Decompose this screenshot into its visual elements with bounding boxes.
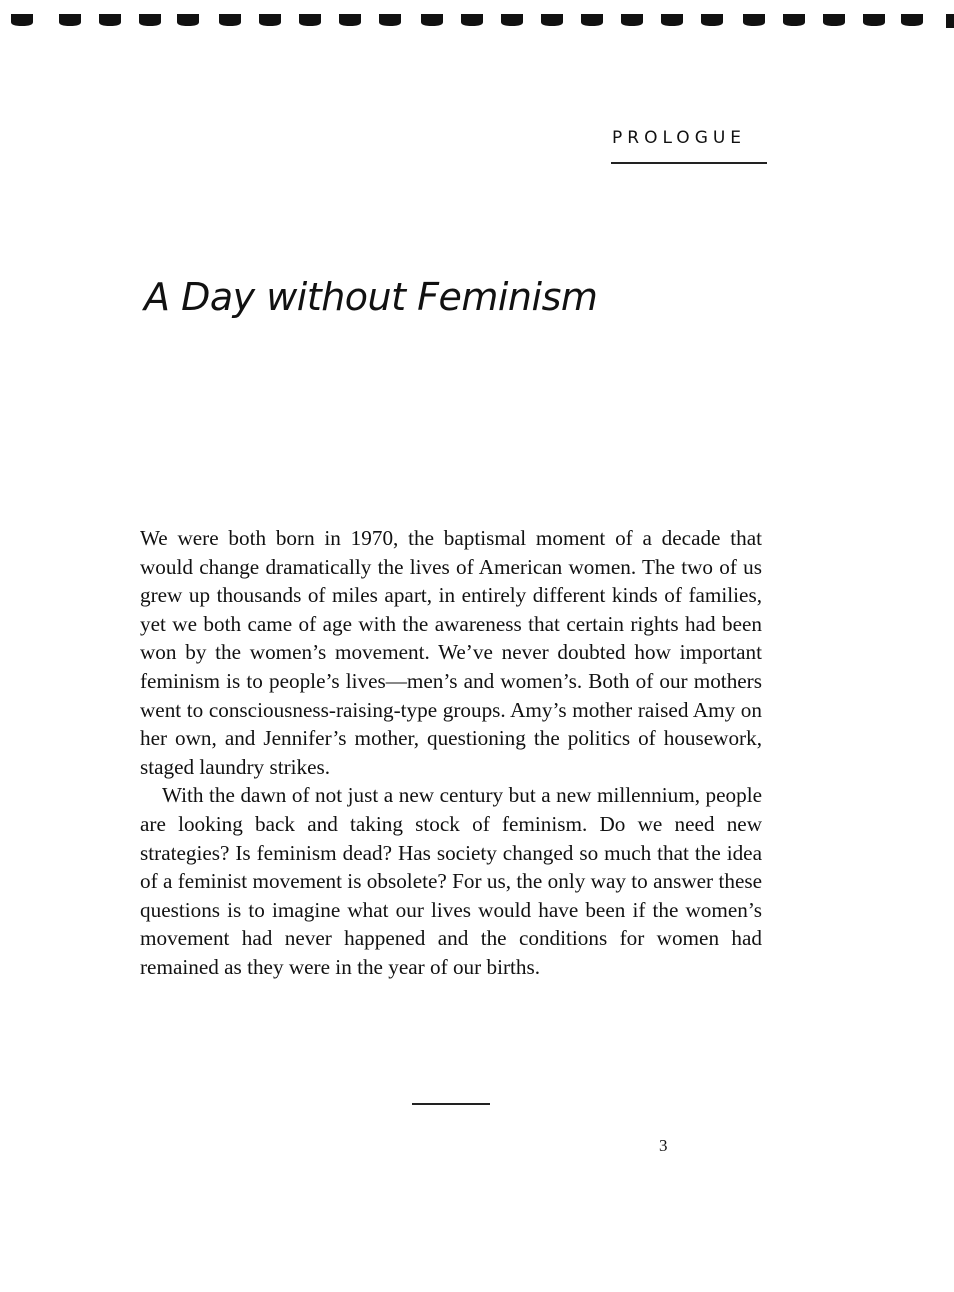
binding-hole [339,14,361,26]
binding-hole [421,14,443,26]
section-label: PROLOGUE [612,128,747,148]
binding-hole [177,14,199,26]
binding-hole [461,14,483,26]
binding-hole [743,14,765,26]
binding-hole [863,14,885,26]
binding-hole [99,14,121,26]
end-rule [412,1103,490,1105]
binding-hole [541,14,563,26]
binding-hole [59,14,81,26]
binding-hole [379,14,401,26]
body-text [140,524,762,982]
binding-hole [299,14,321,26]
binding-hole [501,14,523,26]
binding-hole [139,14,161,26]
binding-hole [259,14,281,26]
paragraph-2: With the dawn of not just a new century but a new millennium, people are looking back and taking stock of feminism. Do we need new strategies? Is feminism dead? Has society changed so much that the idea of a feminist movement is obsolete? For us, the only way to answer these questions is to imagine what our lives would have been if the women’s movement had never happened and the conditions for women had remained as they were in the year of our births. [140,783,762,979]
binding-hole [783,14,805,26]
page-number: 3 [659,1136,668,1155]
binding-hole [661,14,683,26]
binding-hole [11,14,33,26]
section-rule [611,162,767,164]
binding-hole [621,14,643,26]
chapter-title: A Day without Feminism [144,275,598,319]
binding-hole [219,14,241,26]
paragraph-1: We were both born in 1970, the baptismal moment of a decade that would change dramatically the lives of American women. The two of us grew up thousands of miles apart, in entirely different kinds of families, yet we both came of age with the awareness that certain rights had been won by the women’s movement. We’ve never doubted how important feminism is to people’s lives—men’s and women’s. Both of our mothers went to consciousness-raising-type groups. Amy’s mother raised Amy on her own, and Jennifer’s mother, questioning the politics of housework, staged laundry strikes. [140,526,762,779]
binding-hole [823,14,845,26]
binding-hole [946,14,954,28]
spiral-binding-holes [0,8,954,34]
binding-hole [581,14,603,26]
binding-hole [901,14,923,26]
binding-hole [701,14,723,26]
